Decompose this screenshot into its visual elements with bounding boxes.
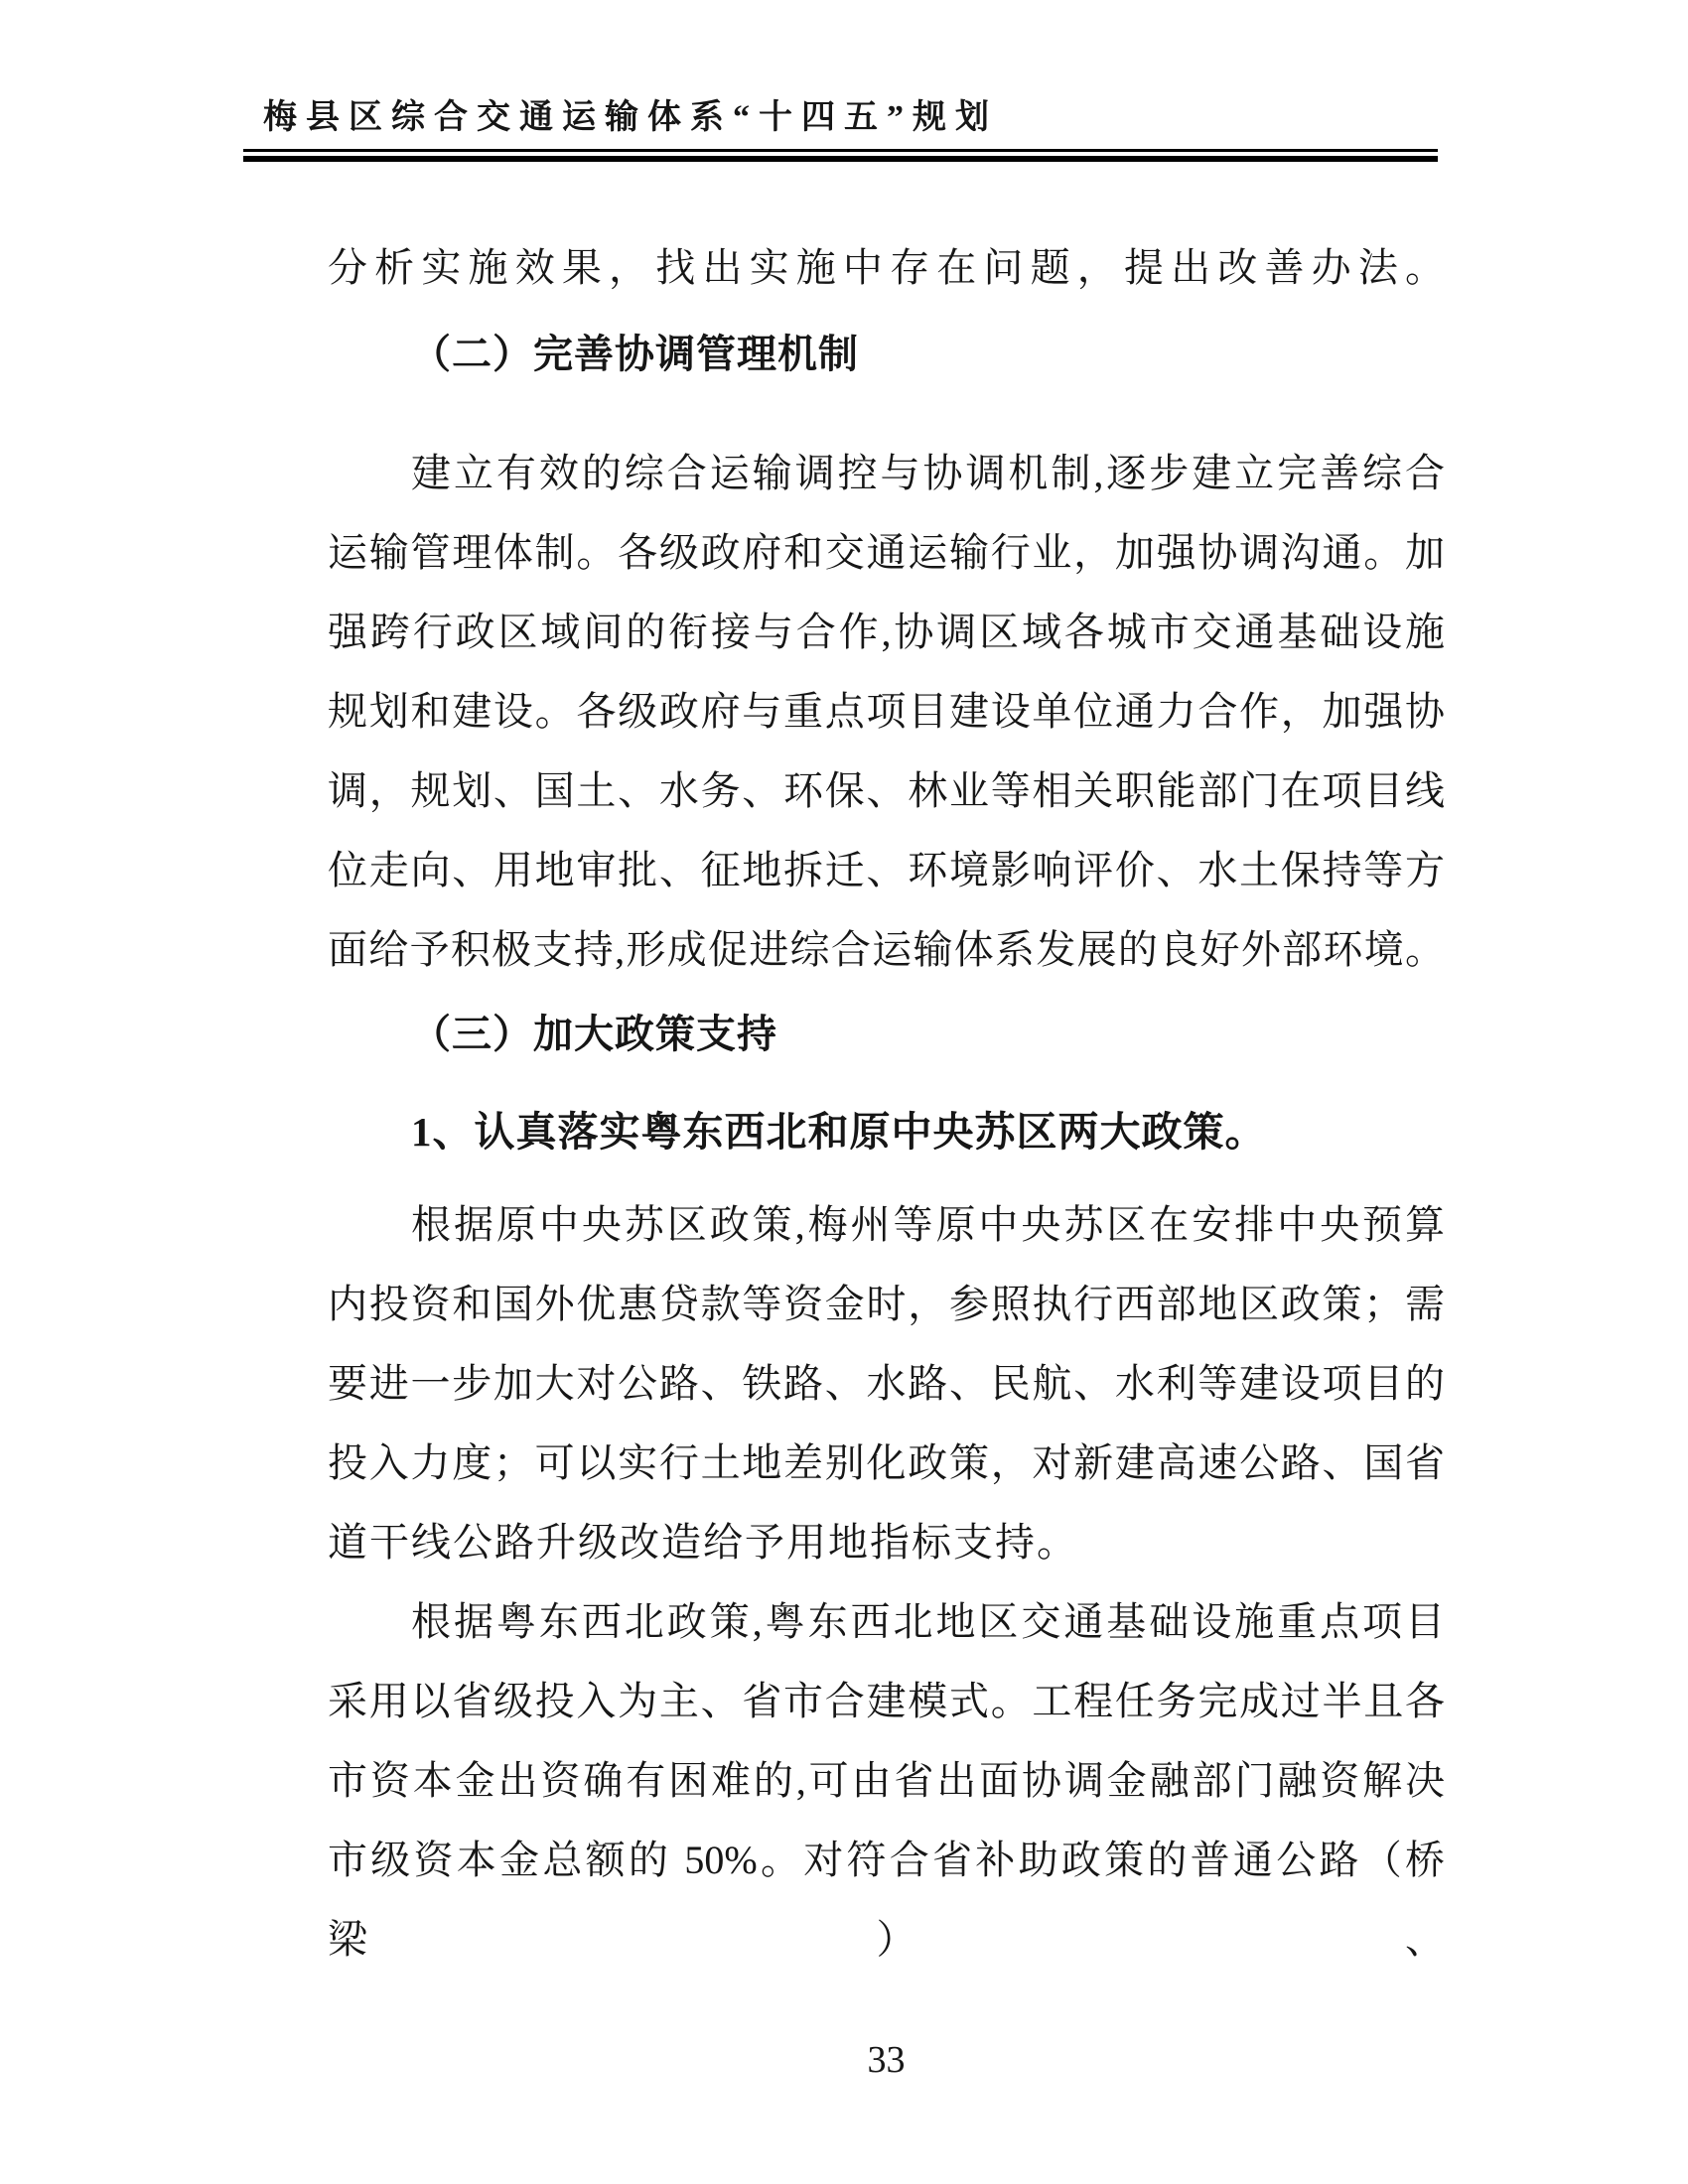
body-line: 运输管理体制。各级政府和交通运输行业，加强协调沟通。加 — [328, 530, 1445, 575]
body-line: 根据粤东西北政策,粤东西北地区交通基础设施重点项目 — [411, 1599, 1445, 1644]
body-line: 市资本金出资确有困难的,可由省出面协调金融部门融资解决 — [328, 1758, 1445, 1803]
body-line: 面给予积极支持,形成促进综合运输体系发展的良好外部环境。 — [328, 927, 1445, 972]
page-number: 33 — [867, 2039, 906, 2081]
body-line: 建立有效的综合运输调控与协调机制,逐步建立完善综合 — [411, 451, 1445, 495]
body-line: 内投资和国外优惠贷款等资金时，参照执行西部地区政策；需 — [328, 1282, 1445, 1326]
body-line: 道干线公路升级改造给予用地指标支持。 — [328, 1520, 1078, 1565]
section-heading-2: （二）完善协调管理机制 — [411, 333, 859, 376]
body-line: 市级资本金总额的 50%。对符合省补助政策的普通公路（桥梁）、 — [328, 1838, 1445, 1962]
body-line: 采用以省级投入为主、省市合建模式。工程任务完成过半且各 — [328, 1679, 1445, 1723]
body-line: 投入力度；可以实行土地差别化政策，对新建高速公路、国省 — [328, 1440, 1445, 1485]
item-heading-1: 1、认真落实粤东西北和原中央苏区两大政策。 — [411, 1109, 1267, 1155]
body-line: 规划和建设。各级政府与重点项目建设单位通力合作，加强协 — [328, 689, 1445, 734]
body-line: 根据原中央苏区政策,梅州等原中央苏区在安排中央预算 — [411, 1202, 1445, 1247]
body-line: 调，规划、国土、水务、环保、林业等相关职能部门在项目线 — [328, 768, 1445, 813]
body-line: 分析实施效果，找出实施中存在问题，提出改善办法。 — [328, 245, 1445, 290]
body-line: 要进一步加大对公路、铁路、水路、民航、水利等建设项目的 — [328, 1361, 1445, 1406]
body-line: 强跨行政区域间的衔接与合作,协调区域各城市交通基础设施 — [328, 610, 1445, 654]
body-line: 位走向、用地审批、征地拆迁、环境影响评价、水土保持等方 — [328, 848, 1445, 892]
header-title: 梅县区综合交通运输体系“十四五”规划 — [263, 99, 998, 136]
section-heading-3: （三）加大政策支持 — [411, 1013, 777, 1056]
body-column — [328, 0, 1445, 2184]
